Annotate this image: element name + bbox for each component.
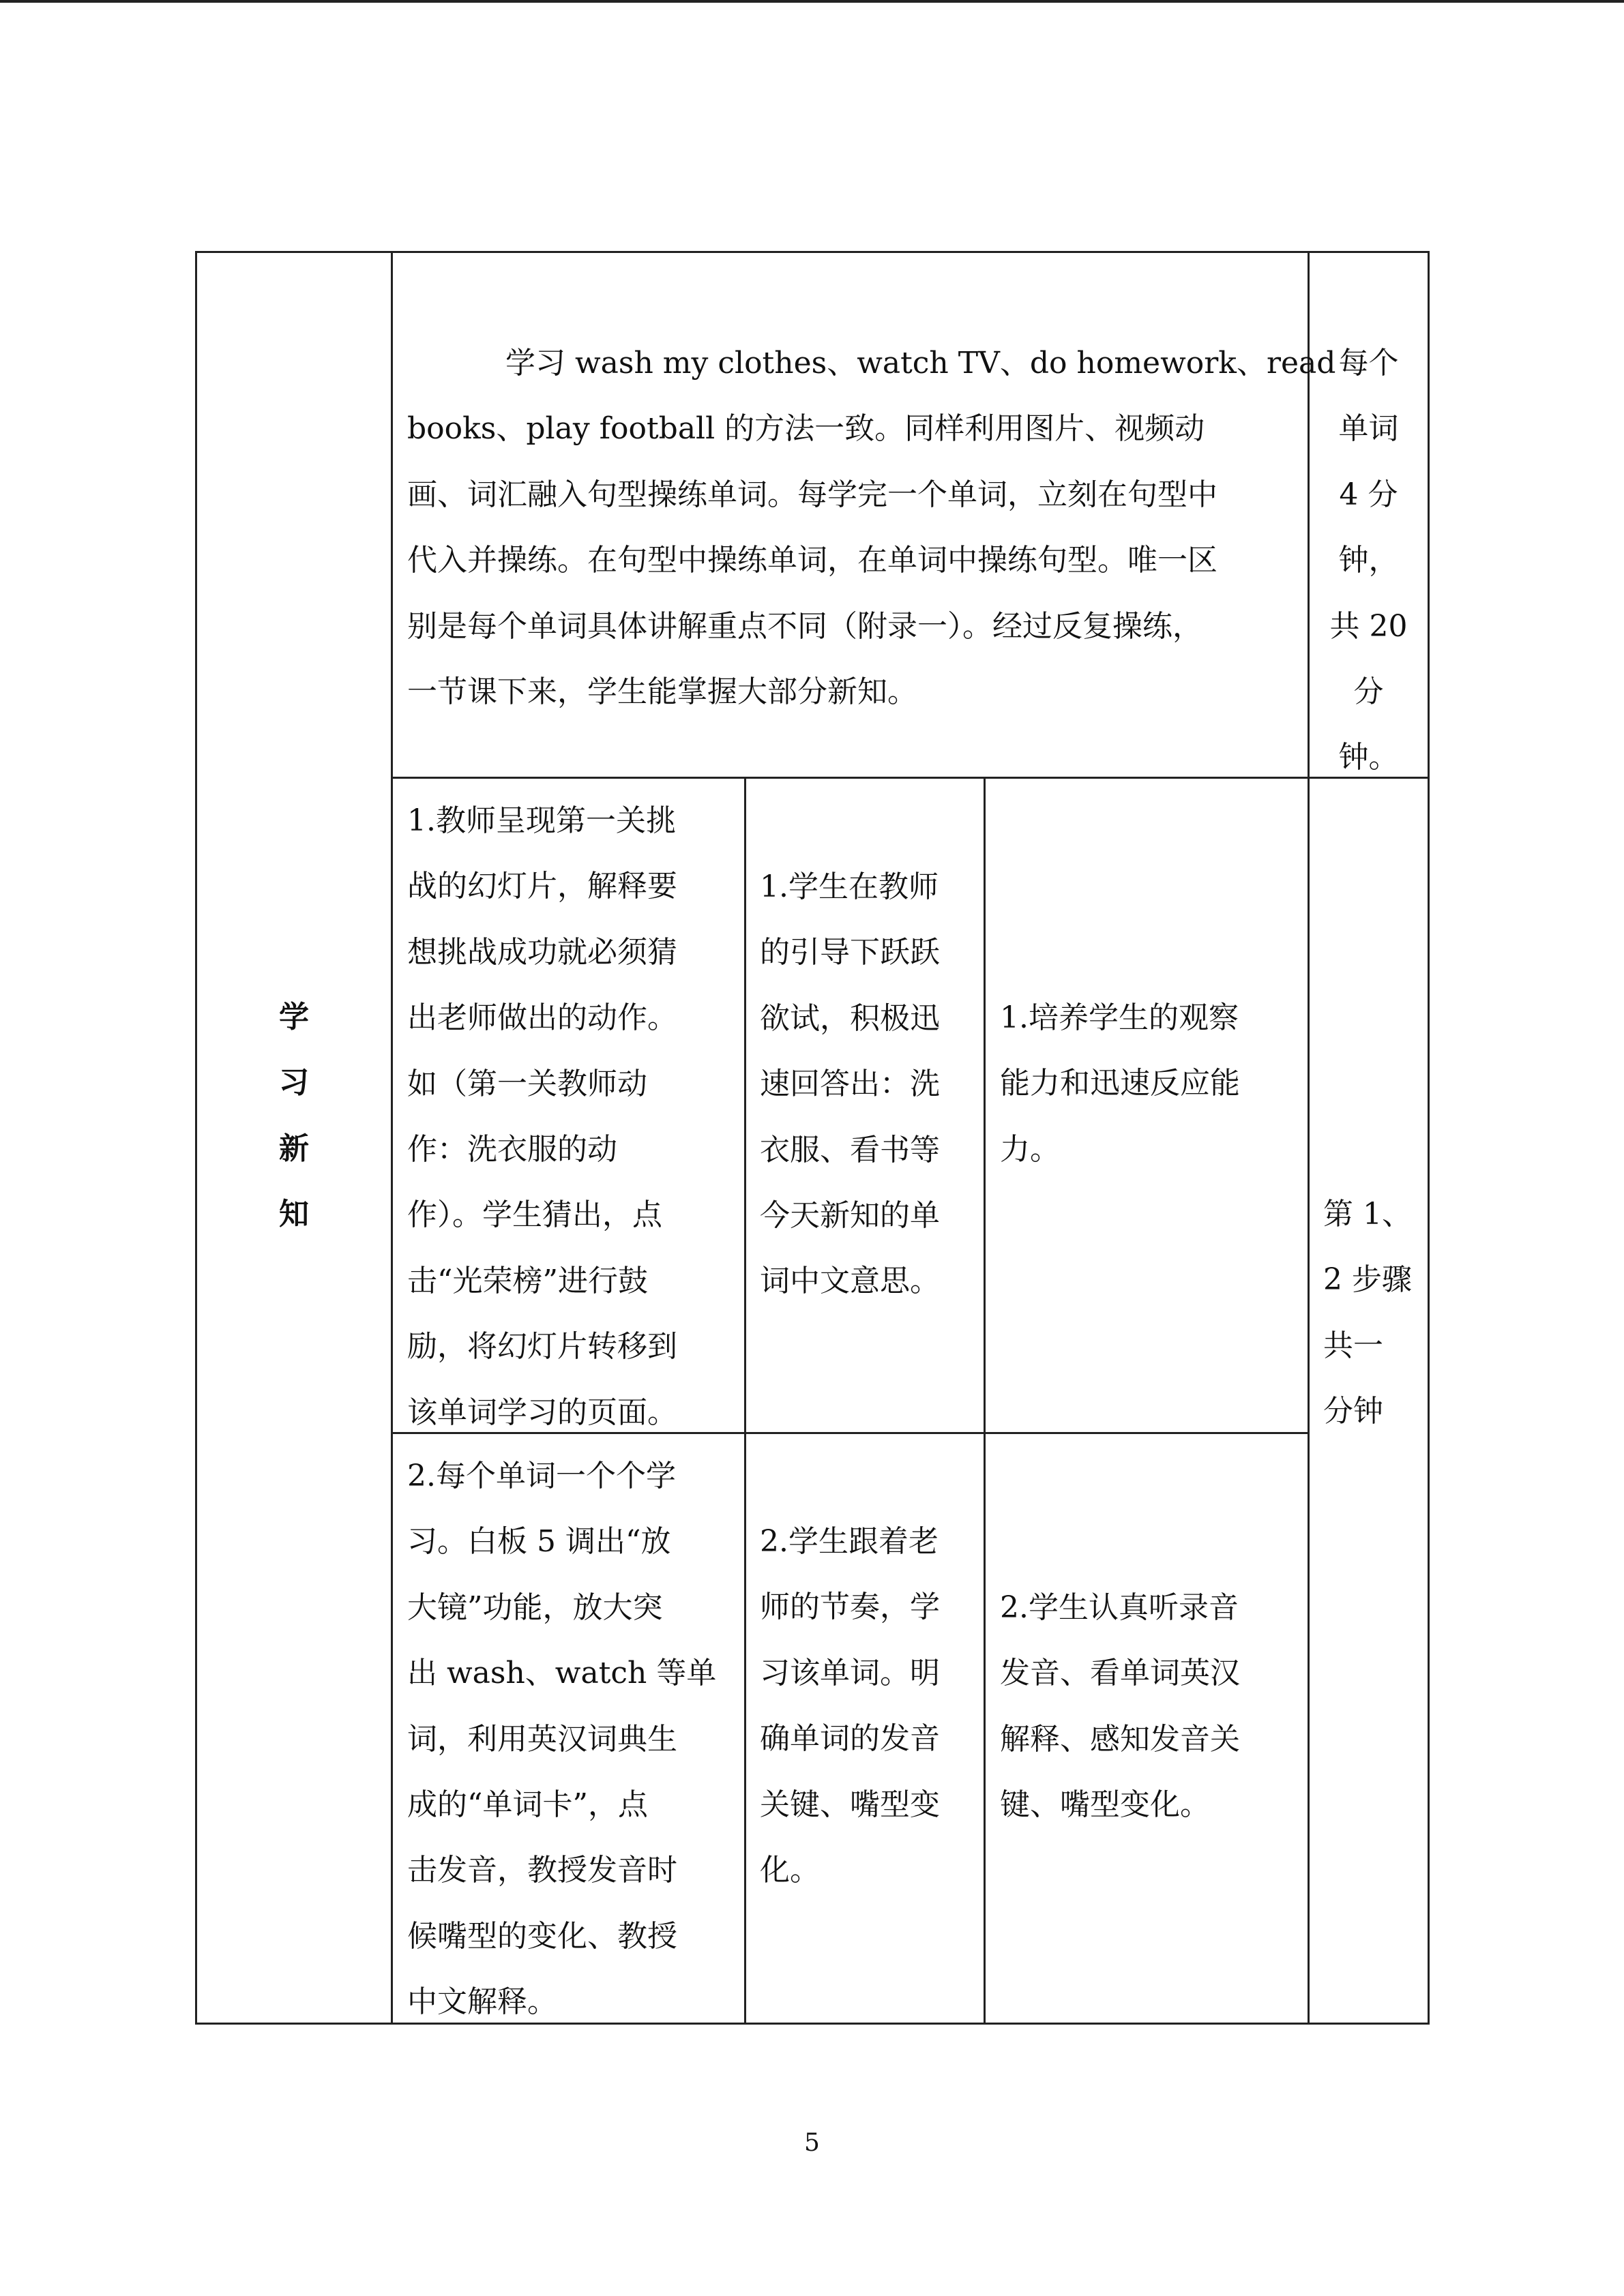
page-number: 5 <box>804 2129 820 2157</box>
intro-paragraph <box>407 331 1336 725</box>
text-line: 词中文意思。 <box>760 1264 940 1299</box>
section-label-char: 习 <box>279 1065 309 1101</box>
text-line: 该单词学习的页面。 <box>407 1395 677 1430</box>
intro-line: 画、词汇融入句型操练单词。每学完一个单词，立刻在句型中 <box>407 477 1217 512</box>
text-line: 作）。学生猜出，点 <box>407 1197 662 1233</box>
text-line: 击发音，教授发音时 <box>407 1853 677 1888</box>
time-line: 分 <box>1353 674 1384 709</box>
section-label-char: 新 <box>279 1131 309 1166</box>
text-line: 解释、感知发音关 <box>1000 1721 1240 1757</box>
text-line: 力。 <box>1000 1131 1060 1167</box>
text-line: 习。白板 5 调出“放 <box>407 1524 671 1560</box>
section-label-char: 学 <box>279 1000 309 1034</box>
teacher-column-divider <box>744 777 746 2025</box>
text-line: 如（第一关教师动 <box>407 1066 647 1101</box>
text-line: 励，将幻灯片转移到 <box>407 1329 677 1365</box>
time-line: 分钟 <box>1323 1394 1383 1429</box>
text-line: 关键、嘴型变 <box>760 1787 940 1822</box>
time-line: 单词 <box>1338 411 1399 447</box>
text-line: 中文解释。 <box>407 1984 557 2020</box>
text-line: 候嘴型的变化、教授 <box>407 1918 677 1954</box>
text-line: 衣服、看书等 <box>760 1132 940 1167</box>
intro-line: 代入并操练。在句型中操练单词，在单词中操练句型。唯一区 <box>407 543 1217 578</box>
time-line: 钟。 <box>1338 740 1399 775</box>
text-line: 出老师做出的动作。 <box>407 1000 677 1036</box>
text-line: 师的节奏，学 <box>760 1590 940 1625</box>
intro-line: 一节课下来，学生能掌握大部分新知。 <box>407 674 917 709</box>
step1-goal <box>1000 985 1305 1182</box>
text-line: 确单词的发音 <box>760 1721 940 1757</box>
text-line: 想挑战成功就必须猜 <box>407 934 677 970</box>
step1-teacher-activity <box>407 788 741 1446</box>
step1-student-activity <box>760 854 982 1315</box>
intro-line: 学习 wash my clothes、watch TV、do homework、read <box>505 346 1336 381</box>
text-line: 1.学生在教师 <box>760 869 939 904</box>
time-line: 2 步骤 <box>1323 1262 1412 1298</box>
step2-goal <box>1000 1575 1305 1838</box>
steps-time <box>1323 1182 1426 1445</box>
text-line: 大镜”功能，放大突 <box>407 1590 663 1625</box>
text-line: 习该单词。明 <box>760 1655 940 1690</box>
student-column-divider <box>984 777 986 2025</box>
text-line: 1.培养学生的观察 <box>1000 1000 1239 1035</box>
intro-line: books、play football 的方法一致。同样利用图片、视频动 <box>407 411 1205 447</box>
table-border-top <box>195 251 1430 253</box>
text-line: 速回答出：洗 <box>760 1067 940 1102</box>
time-line: 共一 <box>1323 1328 1383 1363</box>
time-line: 每个 <box>1338 346 1399 381</box>
text-line: 的引导下跃跃 <box>760 935 940 970</box>
row-divider-intro <box>391 777 1430 779</box>
text-line: 欲试，积极迅 <box>760 1000 940 1036</box>
section-label-char: 知 <box>279 1197 309 1232</box>
text-line: 键、嘴型变化。 <box>1000 1787 1210 1823</box>
text-line: 1.教师呈现第一关挑 <box>407 803 676 838</box>
text-line: 击“光荣榜”进行鼓 <box>407 1263 648 1298</box>
time-line: 共 20 <box>1329 608 1408 644</box>
section-label <box>197 985 391 1248</box>
text-line: 化。 <box>760 1852 820 1888</box>
table-border-right <box>1428 251 1430 2025</box>
intro-time <box>1310 331 1428 791</box>
step2-teacher-activity <box>407 1444 741 2036</box>
text-line: 战的幻灯片，解释要 <box>407 869 677 904</box>
step2-student-activity <box>760 1509 982 1903</box>
text-line: 出 wash、watch 等单 <box>407 1656 717 1691</box>
table-border-bottom <box>195 2023 1430 2025</box>
text-line: 2.学生认真听录音 <box>1000 1590 1239 1625</box>
text-line: 2.每个单词一个个学 <box>407 1459 676 1493</box>
text-line: 词，利用英汉词典生 <box>407 1721 677 1757</box>
text-line: 作：洗衣服的动 <box>407 1131 617 1167</box>
label-column-divider <box>391 251 393 2025</box>
text-line: 成的“单词卡”，点 <box>407 1787 648 1822</box>
time-line: 第 1、 <box>1323 1197 1412 1232</box>
text-line: 能力和迅速反应能 <box>1000 1066 1240 1101</box>
text-line: 今天新知的单 <box>760 1197 940 1233</box>
intro-line: 别是每个单词具体讲解重点不同（附录一）。经过反复操练， <box>407 608 1202 644</box>
text-line: 发音、看单词英汉 <box>1000 1656 1240 1691</box>
text-line: 2.学生跟着老 <box>760 1524 939 1559</box>
time-line: 钟， <box>1338 543 1399 578</box>
time-line: 4 分 <box>1339 477 1398 512</box>
